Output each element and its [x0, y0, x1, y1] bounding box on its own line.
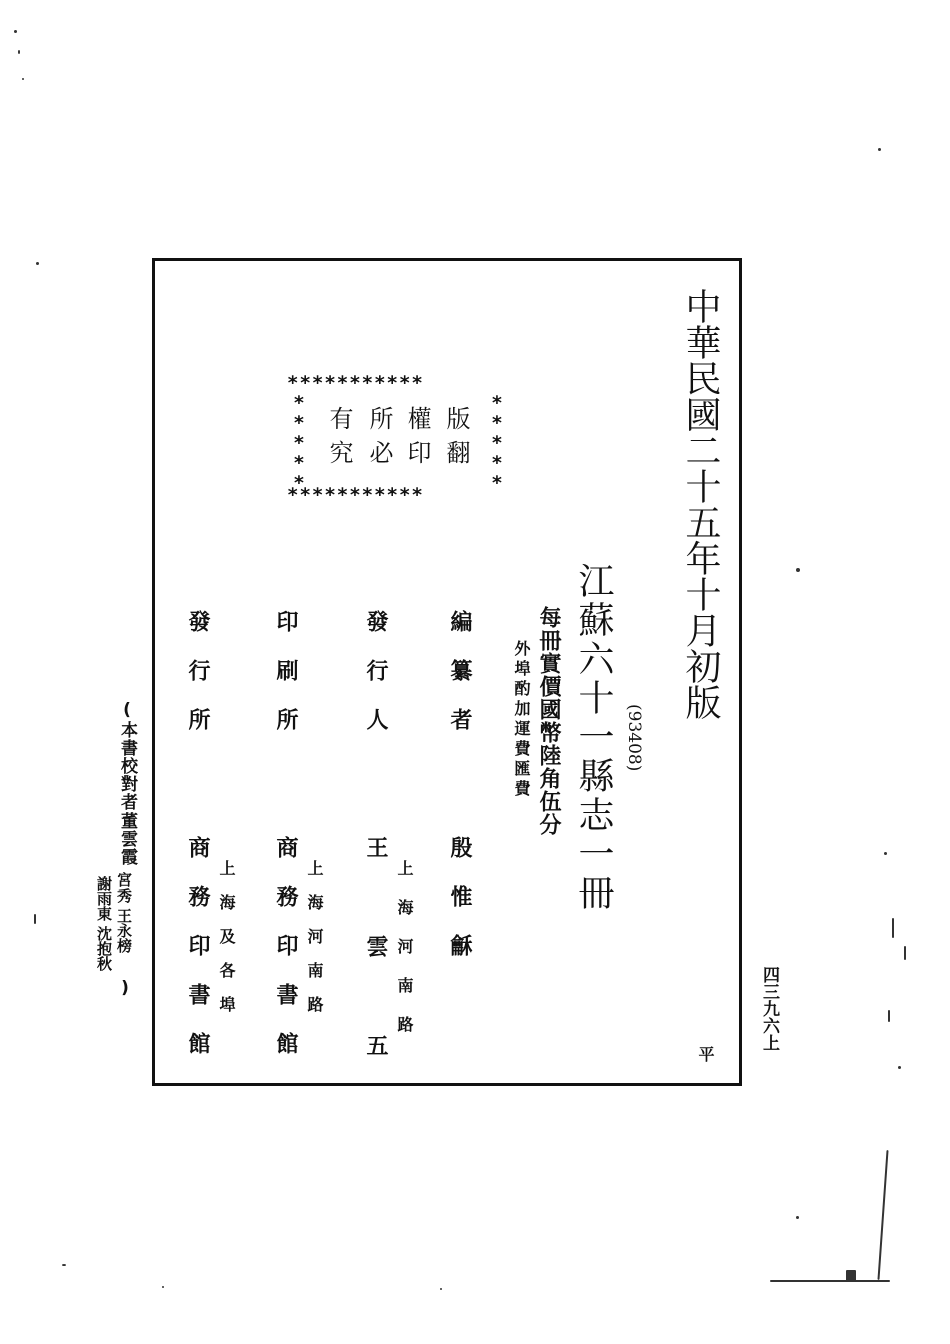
page-number: 四三九六上	[759, 966, 779, 1051]
proofreaders-name-b: 謝雨東	[95, 876, 113, 921]
proofreaders-name-a: 董雲霞	[117, 812, 137, 866]
proofreaders-prefix: (本書校對者	[117, 700, 137, 811]
seal-border-bottom: ***********	[287, 484, 424, 506]
role-label-publisher: 發行人	[363, 610, 388, 757]
role-name-distributor: 商務印書館	[185, 836, 210, 1081]
seal-text-col-4: 有究	[325, 406, 353, 474]
seal-text-col-2: 權印	[403, 406, 431, 474]
role-label-distributor: 發行所	[185, 610, 210, 757]
proofreaders-suffix: )	[115, 978, 135, 998]
seal-text-col-1: 版翻	[442, 406, 470, 474]
corner-mark: 平	[696, 1046, 715, 1062]
catalogue-code: (93408)	[624, 704, 644, 772]
book-title: 江蘇六十一縣志一冊	[573, 562, 614, 913]
role-name-publisher: 王雲五	[363, 836, 388, 1133]
edition-date: 中華民國二十五年十月初版	[680, 288, 721, 720]
seal-border-top: ***********	[287, 372, 424, 394]
role-label-printer: 印刷所	[273, 610, 298, 757]
seal-border-right: *****	[486, 392, 508, 492]
proofreaders-name-e: 王永榜	[115, 908, 133, 953]
proofreaders-name-c: 宮秀	[115, 872, 133, 904]
role-address-publisher: 上海河南路	[395, 860, 414, 1055]
price-note: 外埠酌加運費匯費	[512, 640, 531, 800]
price-line: 每冊實價國幣陸角伍分	[536, 606, 561, 836]
seal-border-left: *****	[288, 392, 310, 492]
role-name-printer: 商務印書館	[273, 836, 298, 1081]
role-name-compiler: 殷惟龢	[447, 836, 472, 983]
role-address-distributor: 上海及各埠	[217, 860, 236, 1030]
proofreaders-name-d: 沈抱秋	[95, 926, 113, 971]
copyright-seal	[287, 374, 507, 506]
role-address-printer: 上海河南路	[305, 860, 324, 1030]
role-label-compiler: 編纂者	[447, 610, 472, 757]
seal-text-col-3: 所必	[365, 406, 393, 474]
